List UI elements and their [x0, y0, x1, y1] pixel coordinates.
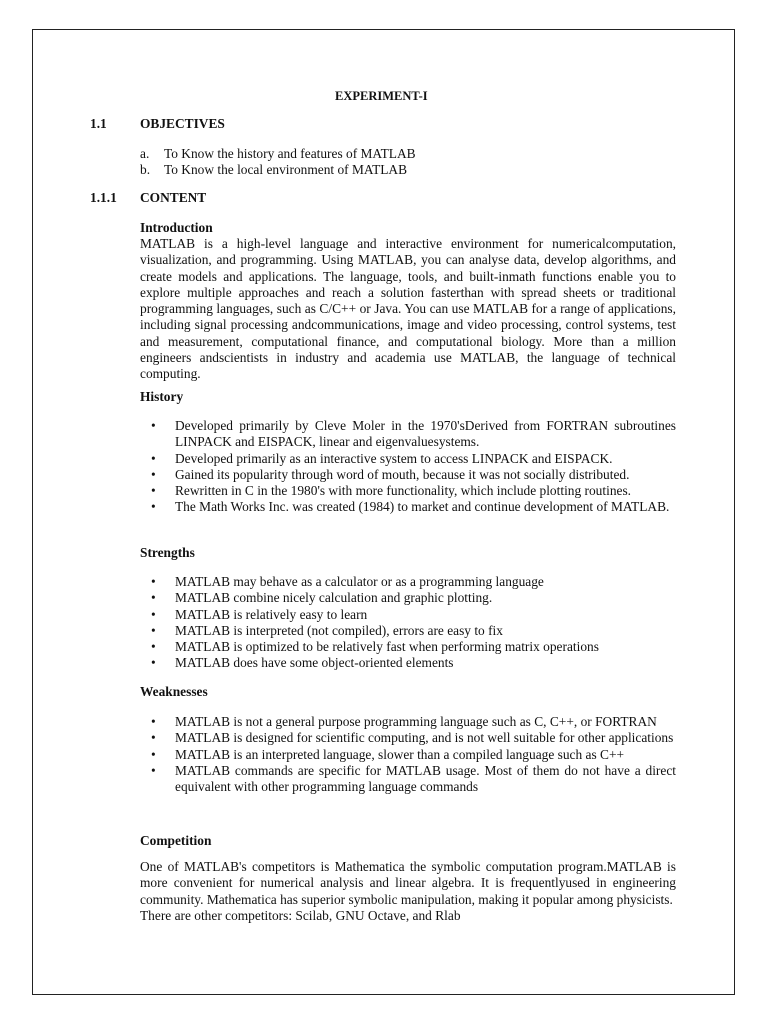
weaknesses-list — [140, 714, 676, 795]
introduction-text: MATLAB is a high-level language and interactive environment for numericalcomputation, visualization, and programming. Using MATLAB, you can analyse data, develop algorithms, and create models and applications. The language, tools, and built-inmath functions enable you to explore multiple approaches and reach a solution fasterthan with spread sheets or traditional programming languages, such as C/C++ or Java. You can use MATLAB for a range of applications, including signal processing andcommunications, image and video processing, control systems, test and measurement, computational finance, and computational biology. More than a million engineers andscientists in industry and academia use MATLAB, the language of technical computing. — [140, 236, 676, 382]
list-item: • MATLAB is not a general purpose programming language such as C, C++, or FORTRAN — [140, 714, 676, 730]
history-list — [140, 418, 676, 516]
objectives-heading: OBJECTIVES — [140, 116, 225, 131]
document-title: EXPERIMENT-I — [335, 89, 428, 103]
list-item: • Developed primarily by Cleve Moler in the 1970'sDerived from FORTRAN subroutines LINPACK and EISPACK, linear and eigenvaluesystems. — [140, 418, 676, 451]
list-item: • Gained its popularity through word of mouth, because it was not socially distributed. — [140, 467, 676, 483]
objective-text: To Know the history and features of MATLAB — [164, 146, 416, 161]
introduction-paragraph — [140, 236, 676, 383]
history-heading: History — [140, 389, 184, 404]
introduction-heading: Introduction — [140, 220, 213, 235]
competition-text: One of MATLAB's competitors is Mathematica the symbolic computation program.MATLAB is more convenient for numerical analysis and linear algebra. It is frequentlyused in engineering community. Mathematica has superior symbolic manipulation, making it popular among physicists. — [140, 859, 676, 907]
list-item: • MATLAB is interpreted (not compiled), errors are easy to fix — [140, 623, 676, 639]
strengths-list — [140, 574, 676, 672]
competition-heading: Competition — [140, 833, 212, 848]
list-item: • MATLAB combine nicely calculation and graphic plotting. — [140, 590, 676, 606]
objective-text: To Know the local environment of MATLAB — [164, 162, 408, 177]
list-item: • MATLAB is relatively easy to learn — [140, 607, 676, 623]
list-item: • MATLAB is optimized to be relatively fast when performing matrix operations — [140, 639, 676, 655]
strengths-heading: Strengths — [140, 545, 195, 560]
list-item: • MATLAB commands are specific for MATLAB usage. Most of them do not have a direct equivalent with other programming language commands — [140, 763, 676, 796]
competition-paragraph — [140, 859, 676, 924]
list-item: • Rewritten in C in the 1980's with more functionality, which include plotting routines. — [140, 483, 676, 499]
list-item: • MATLAB is an interpreted language, slower than a compiled language such as C++ — [140, 747, 676, 763]
list-item: • MATLAB does have some object-oriented elements — [140, 655, 676, 671]
objective-item — [140, 162, 407, 178]
list-item: • MATLAB may behave as a calculator or as a programming language — [140, 574, 676, 590]
competition-text-2: There are other competitors: Scilab, GNU Octave, and Rlab — [140, 907, 461, 923]
weaknesses-heading: Weaknesses — [140, 684, 208, 699]
objective-item — [140, 146, 416, 162]
list-item: • Developed primarily as an interactive system to access LINPACK and EISPACK. — [140, 451, 676, 467]
objectives-number: 1.1 — [90, 116, 107, 131]
list-item: • MATLAB is designed for scientific computing, and is not well suitable for other applications — [140, 730, 676, 746]
content-number: 1.1.1 — [90, 190, 117, 205]
content-heading: CONTENT — [140, 190, 207, 205]
objective-letter: a. — [140, 146, 150, 161]
list-item: • The Math Works Inc. was created (1984) to market and continue development of MATLAB. — [140, 499, 676, 515]
objective-letter: b. — [140, 162, 151, 177]
